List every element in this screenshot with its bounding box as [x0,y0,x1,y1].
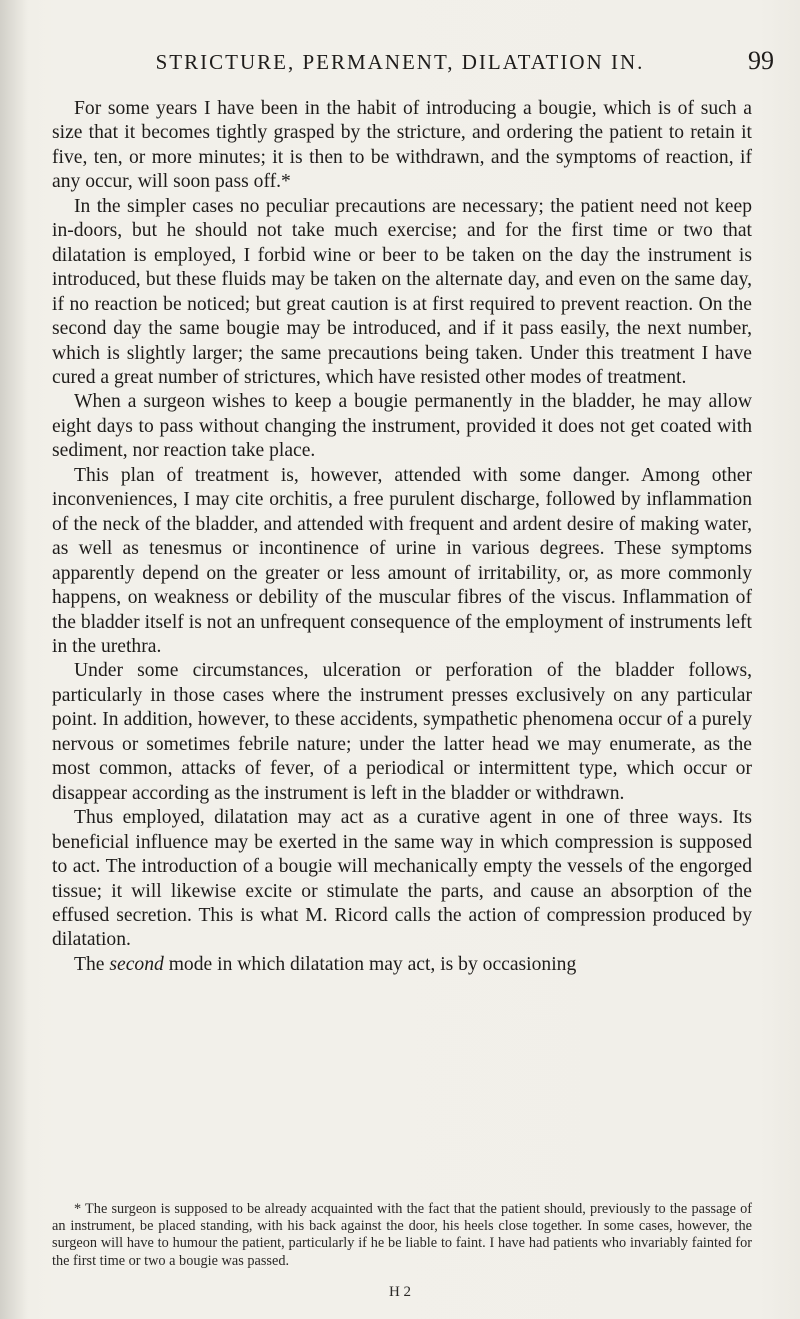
paragraph-7-lead: The [74,953,110,975]
binding-shadow [0,0,28,1319]
paragraph-7-emphasis: second [109,953,164,975]
paragraph-5: Under some circumstances, ulceration or perforation of the bladder follows, particularly in those cases where the instrument presses exclusively on any particular point. In addition, however, to these accidents, sympathetic phenomena occur of a purely nervous or sometimes febrile nature; under the latter head we may enumerate, as the most common, attacks of fever, of a periodical or intermittent type, which occur or disappear according as the instrument is left in the bladder or withdrawn. [52,660,752,804]
signature-mark: H 2 [388,1284,412,1300]
paragraph-2: In the simpler cases no peculiar precautions are necessary; the patient need not keep in-doors, but he should not take much exercise; and for the first time or two that dilatation is employed, I forbid wine or beer to be taken on the day the instrument is introduced, but these fluids may be taken on the alternate day, and even on the same day, if no reaction be noticed; but great caution is at first required to prevent reaction. On the second day the same bougie may be introduced, and if it pass easily, the next number, which is slightly larger; the same precautions being taken. Under this treatment I have cured a great number of strictures, which have resisted other modes of treatment. [52,195,752,388]
footnote-text: * The surgeon is supposed to be already acquainted with the fact that the patient should, previously to the passage of an instrument, be placed standing, with his back against the door, his heels close together. In some cases, however, the surgeon will have to humour the patient, particularly if he be liable to faint. I have had patients who invariably fainted for the first time or two a bougie was passed. [52,1201,752,1269]
paragraph-4: This plan of treatment is, however, attended with some danger. Among other inconveniences, I may cite orchitis, a free purulent discharge, followed by inflammation of the neck of the bladder, and attended with frequent and ardent desire of making water, as well as tenesmus or incontinence of urine in various degrees. These symptoms apparently depend on the greater or less amount of irritability, or, as more commonly happens, on weakness or debility of the muscular fibres of the viscus. Inflammation of the bladder itself is not an unfrequent consequence of the employment of instruments left in the urethra. [52,464,752,657]
page-number: 99 [748,46,774,75]
paragraph-7 [52,953,752,977]
paragraph-3: When a surgeon wishes to keep a bougie permanently in the bladder, he may allow eight days to pass without changing the instrument, provided it does not get coated with sediment, nor reaction take place. [52,391,752,462]
paragraph-7-rest: mode in which dilatation may act, is by occasioning [163,953,577,975]
running-head [20,44,780,78]
body-text [52,97,752,977]
paragraph-1: For some years I have been in the habit of introducing a bougie, which is of such a size that it becomes tightly grasped by the stricture, and ordering the patient to retain it five, ten, or more minutes; it is then to be withdrawn, and the symptoms of reaction, if any occur, will soon pass off.* [52,98,752,193]
paragraph-6: Thus employed, dilatation may act as a curative agent in one of three ways. Its beneficial influence may be exerted in the same way in which compression is supposed to act. The introduction of a bougie will mechanically empty the vessels of the engorged tissue; it will likewise excite or stimulate the parts, and cause an absorption of the effused secretion. This is what M. Ricord calls the action of compression produced by dilatation. [52,807,752,951]
footnote [52,1201,752,1270]
running-title: STRICTURE, PERMANENT, DILATATION IN. [155,50,645,74]
